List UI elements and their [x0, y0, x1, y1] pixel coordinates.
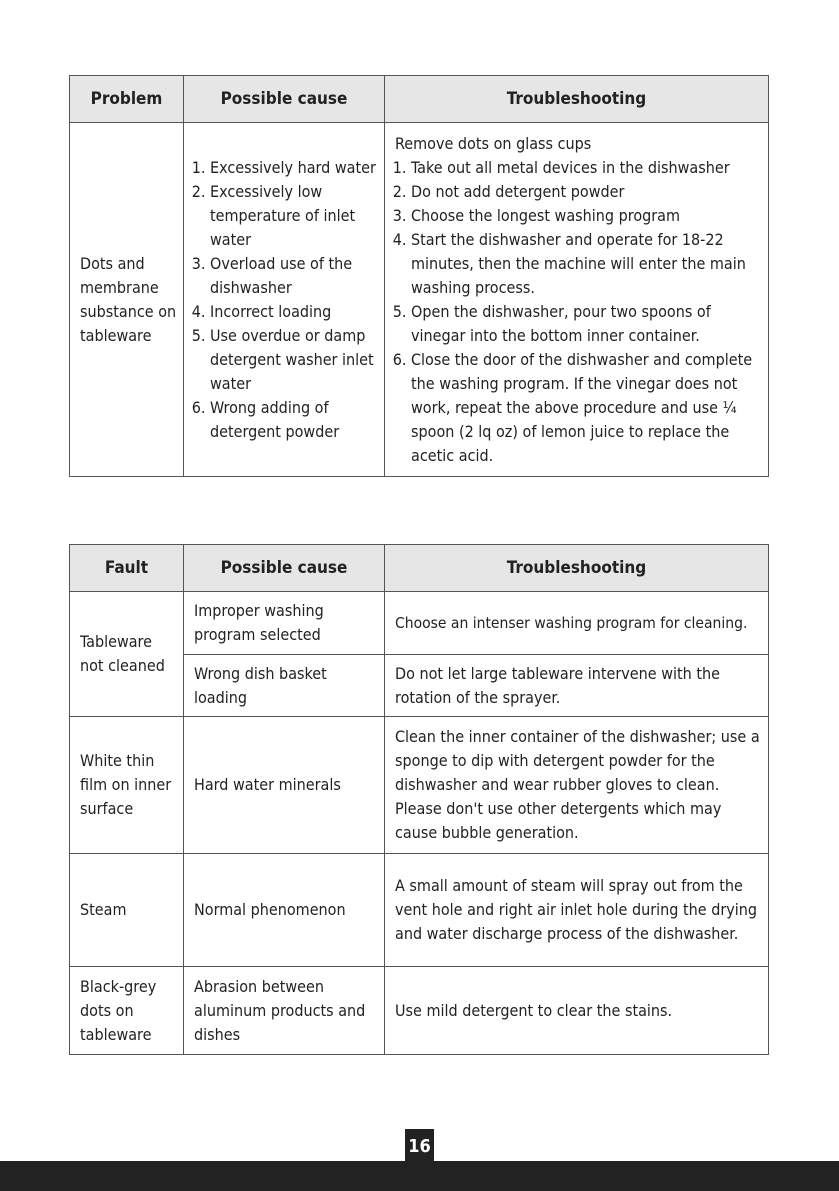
list-item: 3. Overload use of the dishwasher [210, 252, 380, 300]
header-possible-cause: Possible cause [184, 545, 385, 592]
problem-cell: Dots and membrane substance on tableware [70, 123, 184, 477]
list-item: 2. Excessively low temperature of inlet water [210, 180, 380, 252]
cause-cell: Abrasion between aluminum products and dishes [184, 967, 385, 1055]
list-item: 6. Close the door of the dishwasher and complete the washing program. If the vinegar does not work, repeat the above procedure and use ¼ spoon (2 lq oz) of lemon juice to replace the acetic acid. [411, 348, 764, 468]
page-number: 16 [405, 1129, 434, 1163]
footer-bar [0, 1161, 839, 1191]
troubleshooting-table-faults [69, 544, 769, 1055]
list-item: 4. Start the dishwasher and operate for 18-22 minutes, then the machine will enter the main washing process. [411, 228, 764, 300]
fix-intro: Remove dots on glass cups [395, 133, 592, 153]
list-item: 6. Wrong adding of detergent powder [210, 396, 380, 444]
fix-cell: Use mild detergent to clear the stains. [385, 967, 769, 1055]
table-header-row [70, 545, 769, 592]
table-row [70, 717, 769, 854]
fault-cell: Tableware not cleaned [70, 592, 184, 717]
fix-cell: Choose an intenser washing program for cleaning. [385, 592, 769, 655]
fault-cell: White thin film on inner surface [70, 717, 184, 854]
header-troubleshooting: Troubleshooting [385, 76, 769, 123]
header-fault: Fault [70, 545, 184, 592]
cause-cell: Wrong dish basket loading [184, 655, 385, 717]
fix-cell: Do not let large tableware intervene with the rotation of the sprayer. [385, 655, 769, 717]
fix-cell: A small amount of steam will spray out from the vent hole and right air inlet hole during the drying and water discharge process of the dishwasher. [385, 854, 769, 967]
header-possible-cause: Possible cause [184, 76, 385, 123]
table-header-row [70, 76, 769, 123]
fix-cell: Clean the inner container of the dishwasher; use a sponge to dip with detergent powder for the dishwasher and wear rubber gloves to clean. Please don't use other detergents which may cause bubble generation. [385, 717, 769, 854]
table-row [70, 854, 769, 967]
list-item: 1. Excessively hard water [210, 156, 380, 180]
list-item: 2. Do not add detergent powder [411, 180, 764, 204]
table-row [70, 967, 769, 1055]
table-row [70, 592, 769, 655]
fault-cell: Black-grey dots on tableware [70, 967, 184, 1055]
fix-steps-list [395, 156, 764, 468]
list-item: 1. Take out all metal devices in the dishwasher [411, 156, 764, 180]
cause-cell [184, 123, 385, 477]
fault-cell: Steam [70, 854, 184, 967]
cause-cell: Hard water minerals [184, 717, 385, 854]
list-item: 5. Use overdue or damp detergent washer inlet water [210, 324, 380, 396]
header-troubleshooting: Troubleshooting [385, 545, 769, 592]
cause-cell: Improper washing program selected [184, 592, 385, 655]
cause-list [194, 156, 380, 444]
list-item: 3. Choose the longest washing program [411, 204, 764, 228]
fix-cell [385, 123, 769, 477]
table-row [70, 123, 769, 477]
list-item: 4. Incorrect loading [210, 300, 380, 324]
cause-cell: Normal phenomenon [184, 854, 385, 967]
header-problem: Problem [70, 76, 184, 123]
list-item: 5. Open the dishwasher, pour two spoons of vinegar into the bottom inner container. [411, 300, 764, 348]
troubleshooting-table-problems [69, 75, 769, 477]
